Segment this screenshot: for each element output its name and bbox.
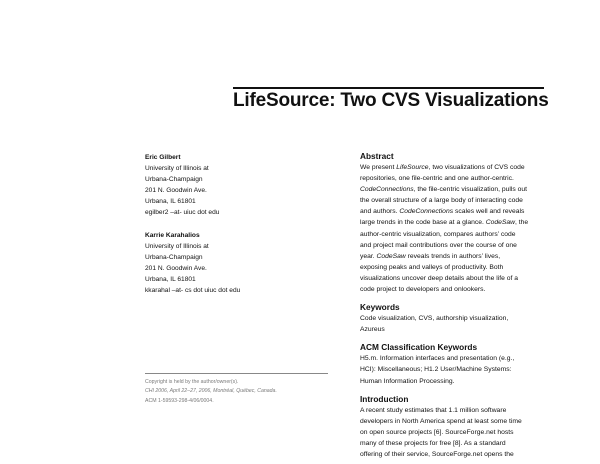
abstract-text-run: We present [360, 164, 397, 171]
author-affiliation-line: Urbana-Champaign [145, 253, 203, 261]
acm-line: Human Information Processing. [360, 377, 455, 385]
abstract-italic-term: CodeConnections [399, 208, 454, 216]
author-address-line: 201 N. Goodwin Ave. [145, 264, 207, 272]
abstract-text-run: and authors. [360, 208, 400, 216]
abstract-text-run: year. [360, 252, 377, 260]
introduction-line: on open source projects [6]. SourceForge.net hosts [360, 428, 514, 436]
author-address-line: Urbana, IL 61801 [145, 275, 196, 283]
copyright-block [145, 378, 277, 406]
author-email: egilber2 –at- uiuc dot edu [145, 209, 220, 217]
abstract-text-run: , two visualizations of CVS code [428, 164, 525, 171]
abstract-line [360, 284, 560, 295]
author-2 [145, 230, 240, 297]
abstract-line [360, 206, 560, 217]
abstract-body [360, 162, 560, 295]
abstract-heading: Abstract [360, 151, 394, 161]
author-affiliation-line: University of Illinois at [145, 242, 209, 250]
isbn-line: ACM 1-59593-298-4/06/0004. [145, 397, 214, 404]
abstract-text-run: scales well and reveals [453, 208, 525, 216]
abstract-line [360, 240, 560, 251]
author-name: Karrie Karahalios [145, 231, 200, 239]
abstract-italic-term: CodeSaw [376, 252, 406, 260]
abstract-text-run: repositories, one file-centric and one author-centric. [360, 175, 514, 183]
abstract-line [360, 273, 560, 284]
author-block [145, 152, 240, 296]
abstract-text-run: reveals trends in authors’ lives, [405, 252, 501, 260]
paper-title: LifeSource: Two CVS Visualizations [233, 90, 549, 111]
abstract-line [360, 195, 560, 206]
abstract-text-run: , the [515, 219, 529, 227]
author-affiliation-line: Urbana-Champaign [145, 176, 203, 184]
abstract-line [360, 217, 560, 228]
acm-line: HCI): Miscellaneous; H1.2 User/Machine Systems: [360, 366, 512, 374]
abstract-text-run: , the file-centric visualization, pulls out [413, 186, 527, 194]
keywords-heading: Keywords [360, 302, 400, 313]
abstract-text-run: code project to developers and onlookers. [360, 286, 486, 294]
abstract-italic-term: CodeConnections [360, 186, 414, 194]
author-name: Eric Gilbert [145, 154, 181, 161]
introduction-line: many of these projects for free [8]. As a standard [360, 439, 506, 447]
abstract-line [360, 262, 560, 273]
introduction-line: developers in North America spend at least some time [360, 417, 522, 425]
right-column [360, 151, 560, 460]
introduction-line: A recent study estimates that 1.1 million software [360, 406, 507, 414]
keywords-line: Code visualization, CVS, authorship visualization, [360, 315, 509, 323]
author-address-line: Urbana, IL 61801 [145, 198, 196, 206]
acm-line: H5.m. Information interfaces and presentation (e.g., [360, 355, 515, 363]
abstract-line [360, 229, 560, 240]
conference-line: CHI 2006, April 22–27, 2006, Montréal, Québec, Canada. [145, 388, 277, 395]
abstract-text-run: large trends in the code base at a glance. [360, 219, 486, 227]
abstract-text-run: visualizations uncover deep details about the life of a [360, 274, 518, 282]
title-rule [233, 87, 544, 89]
abstract-text-run: author-centric visualization, compares authors’ code [360, 230, 516, 238]
abstract-text-run: exposing peaks and valleys of productivity. Both [360, 263, 504, 271]
keywords-line: Azureus [360, 326, 385, 334]
copyright-rule [145, 373, 328, 374]
copyright-line: Copyright is held by the author/owner(s). [145, 379, 239, 385]
abstract-line [360, 173, 560, 184]
author-affiliation-line: University of Illinois at [145, 165, 209, 173]
acm-heading: ACM Classification Keywords [360, 342, 478, 353]
abstract-line [360, 184, 560, 195]
abstract-line [360, 162, 560, 173]
author-address-line: 201 N. Goodwin Ave. [145, 187, 207, 195]
abstract-text-run: the overall structure of a large body of interacting code [360, 197, 523, 205]
author-1 [145, 152, 240, 219]
abstract-italic-term: LifeSource [396, 164, 429, 171]
abstract-text-run: and project mail contributions over the course of one [360, 241, 517, 249]
introduction-line: offering of their service, SourceForge.net opens the [360, 450, 514, 458]
author-email: kkarahal –at- cs dot uiuc dot edu [145, 287, 241, 295]
abstract-line [360, 251, 560, 262]
abstract-italic-term: CodeSaw [485, 219, 515, 227]
introduction-heading: Introduction [360, 393, 409, 404]
